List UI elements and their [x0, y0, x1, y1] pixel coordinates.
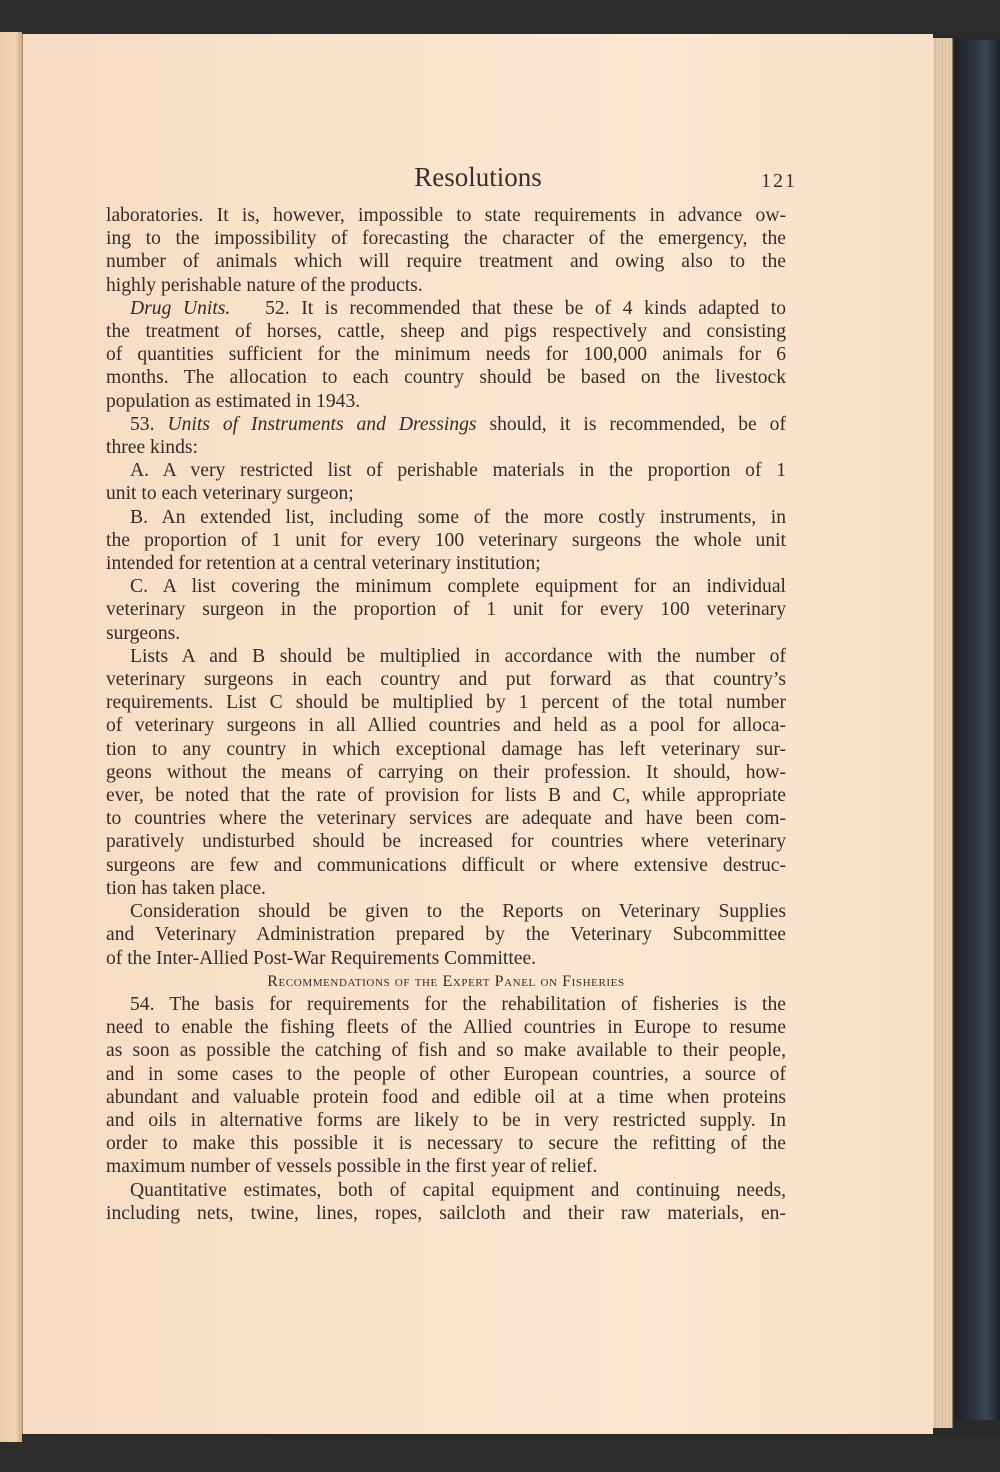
book-page	[22, 34, 933, 1434]
text-line: unit to each veterinary surgeon;	[106, 483, 354, 505]
previous-page-edge	[0, 32, 22, 1442]
text-line: geons without the means of carrying on their profession. It should, how-	[106, 761, 786, 783]
list-item-c	[106, 575, 786, 645]
text-line: intended for retention at a central veterinary institution;	[106, 553, 541, 575]
scan-background-bottom	[0, 1436, 1000, 1472]
running-head: Resolutions	[414, 162, 542, 192]
text-line: Consideration should be given to the Reports on Veterinary Supplies	[130, 901, 786, 923]
text-line: abundant and valuable protein food and edible oil at a time when proteins	[106, 1086, 786, 1108]
text-line: Quantitative estimates, both of capital equipment and continuing needs,	[130, 1179, 786, 1201]
text-line: requirements. List C should be multiplied by 1 percent of the total number	[106, 692, 786, 714]
text-line	[106, 413, 786, 436]
text-line: ever, be noted that the rate of provision for lists B and C, while appropriate	[106, 785, 786, 807]
text-line: C. A list covering the minimum complete equipment for an individual	[130, 576, 786, 598]
paragraph-instruments	[106, 413, 786, 459]
paragraph-number: 53.	[130, 413, 155, 435]
text-line: and oils in alternative forms are likely to be in very restricted supply. In	[106, 1109, 786, 1131]
page-number: 121	[761, 170, 797, 192]
text-line: including nets, twine, lines, ropes, sailcloth and their raw materials, en-	[106, 1202, 786, 1224]
instruments-label: Units of Instruments and Dressings	[167, 413, 477, 435]
text-line: maximum number of vessels possible in the first year of relief.	[106, 1156, 598, 1178]
text-line: tion has taken place.	[106, 877, 266, 899]
text-line: 54. The basis for requirements for the rehabilitation of fisheries is the	[130, 993, 786, 1015]
section-heading: Recommendations of the Expert Panel on Fisheries	[267, 972, 625, 990]
text-line: population as estimated in 1943.	[106, 390, 361, 412]
text-line: months. The allocation to each country should be based on the livestock	[106, 367, 786, 389]
paragraph-continuation	[106, 204, 786, 297]
text-line: tion to any country in which exceptional damage has left veterinary sur-	[106, 738, 786, 760]
book-cover-edge	[955, 40, 1000, 1420]
text-line: the treatment of horses, cattle, sheep and pigs respectively and consisting	[106, 321, 786, 343]
text-line: number of animals which will require treatment and owing also to the	[106, 251, 786, 273]
text-line: of the Inter-Allied Post-War Requirements Committee.	[106, 947, 537, 969]
drug-units-label: Drug Units.	[130, 297, 231, 319]
text-line: veterinary surgeons in each country and put forward as that country’s	[106, 669, 786, 691]
text-line: Lists A and B should be multiplied in accordance with the number of	[130, 645, 786, 667]
text-line: as soon as possible the catching of fish and so make available to their people,	[106, 1040, 786, 1062]
scan-background-top	[0, 0, 1000, 36]
text-line: veterinary surgeon in the proportion of 1 unit for every 100 veterinary	[106, 599, 786, 621]
text-line: the proportion of 1 unit for every 100 veterinary surgeons the whole unit	[106, 529, 786, 551]
body-text	[106, 204, 786, 1225]
text-line	[106, 297, 786, 320]
text-line: highly perishable nature of the products.	[106, 274, 423, 296]
text-line: order to make this possible it is necessary to secure the refitting of the	[106, 1133, 786, 1155]
text-line: three kinds:	[106, 437, 198, 459]
drug-units-text: 52. It is recommended that these be of 4 kinds adapted to	[265, 297, 786, 319]
paragraph-consideration	[106, 900, 786, 970]
text-line: A. A very restricted list of perishable materials in the proportion of 1	[130, 460, 786, 482]
paragraph-drug-units	[106, 297, 786, 413]
text-line: laboratories. It is, however, impossible to state requirements in advance ow-	[106, 205, 786, 226]
page-stack-edges	[930, 38, 953, 1428]
text-line: paratively undisturbed should be increased for countries where veterinary	[106, 831, 786, 853]
text-line: and in some cases to the people of other European countries, a source of	[106, 1063, 786, 1085]
list-item-a	[106, 459, 786, 505]
paragraph-54	[106, 993, 786, 1179]
text-line: of quantities sufficient for the minimum needs for 100,000 animals for 6	[106, 344, 786, 366]
text-line: to countries where the veterinary services are adequate and have been com-	[106, 808, 786, 830]
text-line: need to enable the fishing fleets of the Allied countries in Europe to resume	[106, 1017, 786, 1039]
text-line: surgeons.	[106, 622, 181, 644]
text-line: ing to the impossibility of forecasting the character of the emergency, the	[106, 228, 786, 250]
text-line: and Veterinary Administration prepared by the Veterinary Subcommittee	[106, 924, 786, 946]
list-item-b	[106, 506, 786, 576]
paragraph-lists	[106, 645, 786, 900]
text-line: B. An extended list, including some of the more costly instruments, in	[130, 506, 786, 528]
text-line: surgeons are few and communications difficult or where extensive destruc-	[106, 854, 786, 876]
instruments-text: should, it is recommended, be of	[489, 413, 786, 435]
text-line: of veterinary surgeons in all Allied countries and held as a pool for alloca-	[106, 715, 786, 737]
paragraph-quantitative	[106, 1179, 786, 1225]
